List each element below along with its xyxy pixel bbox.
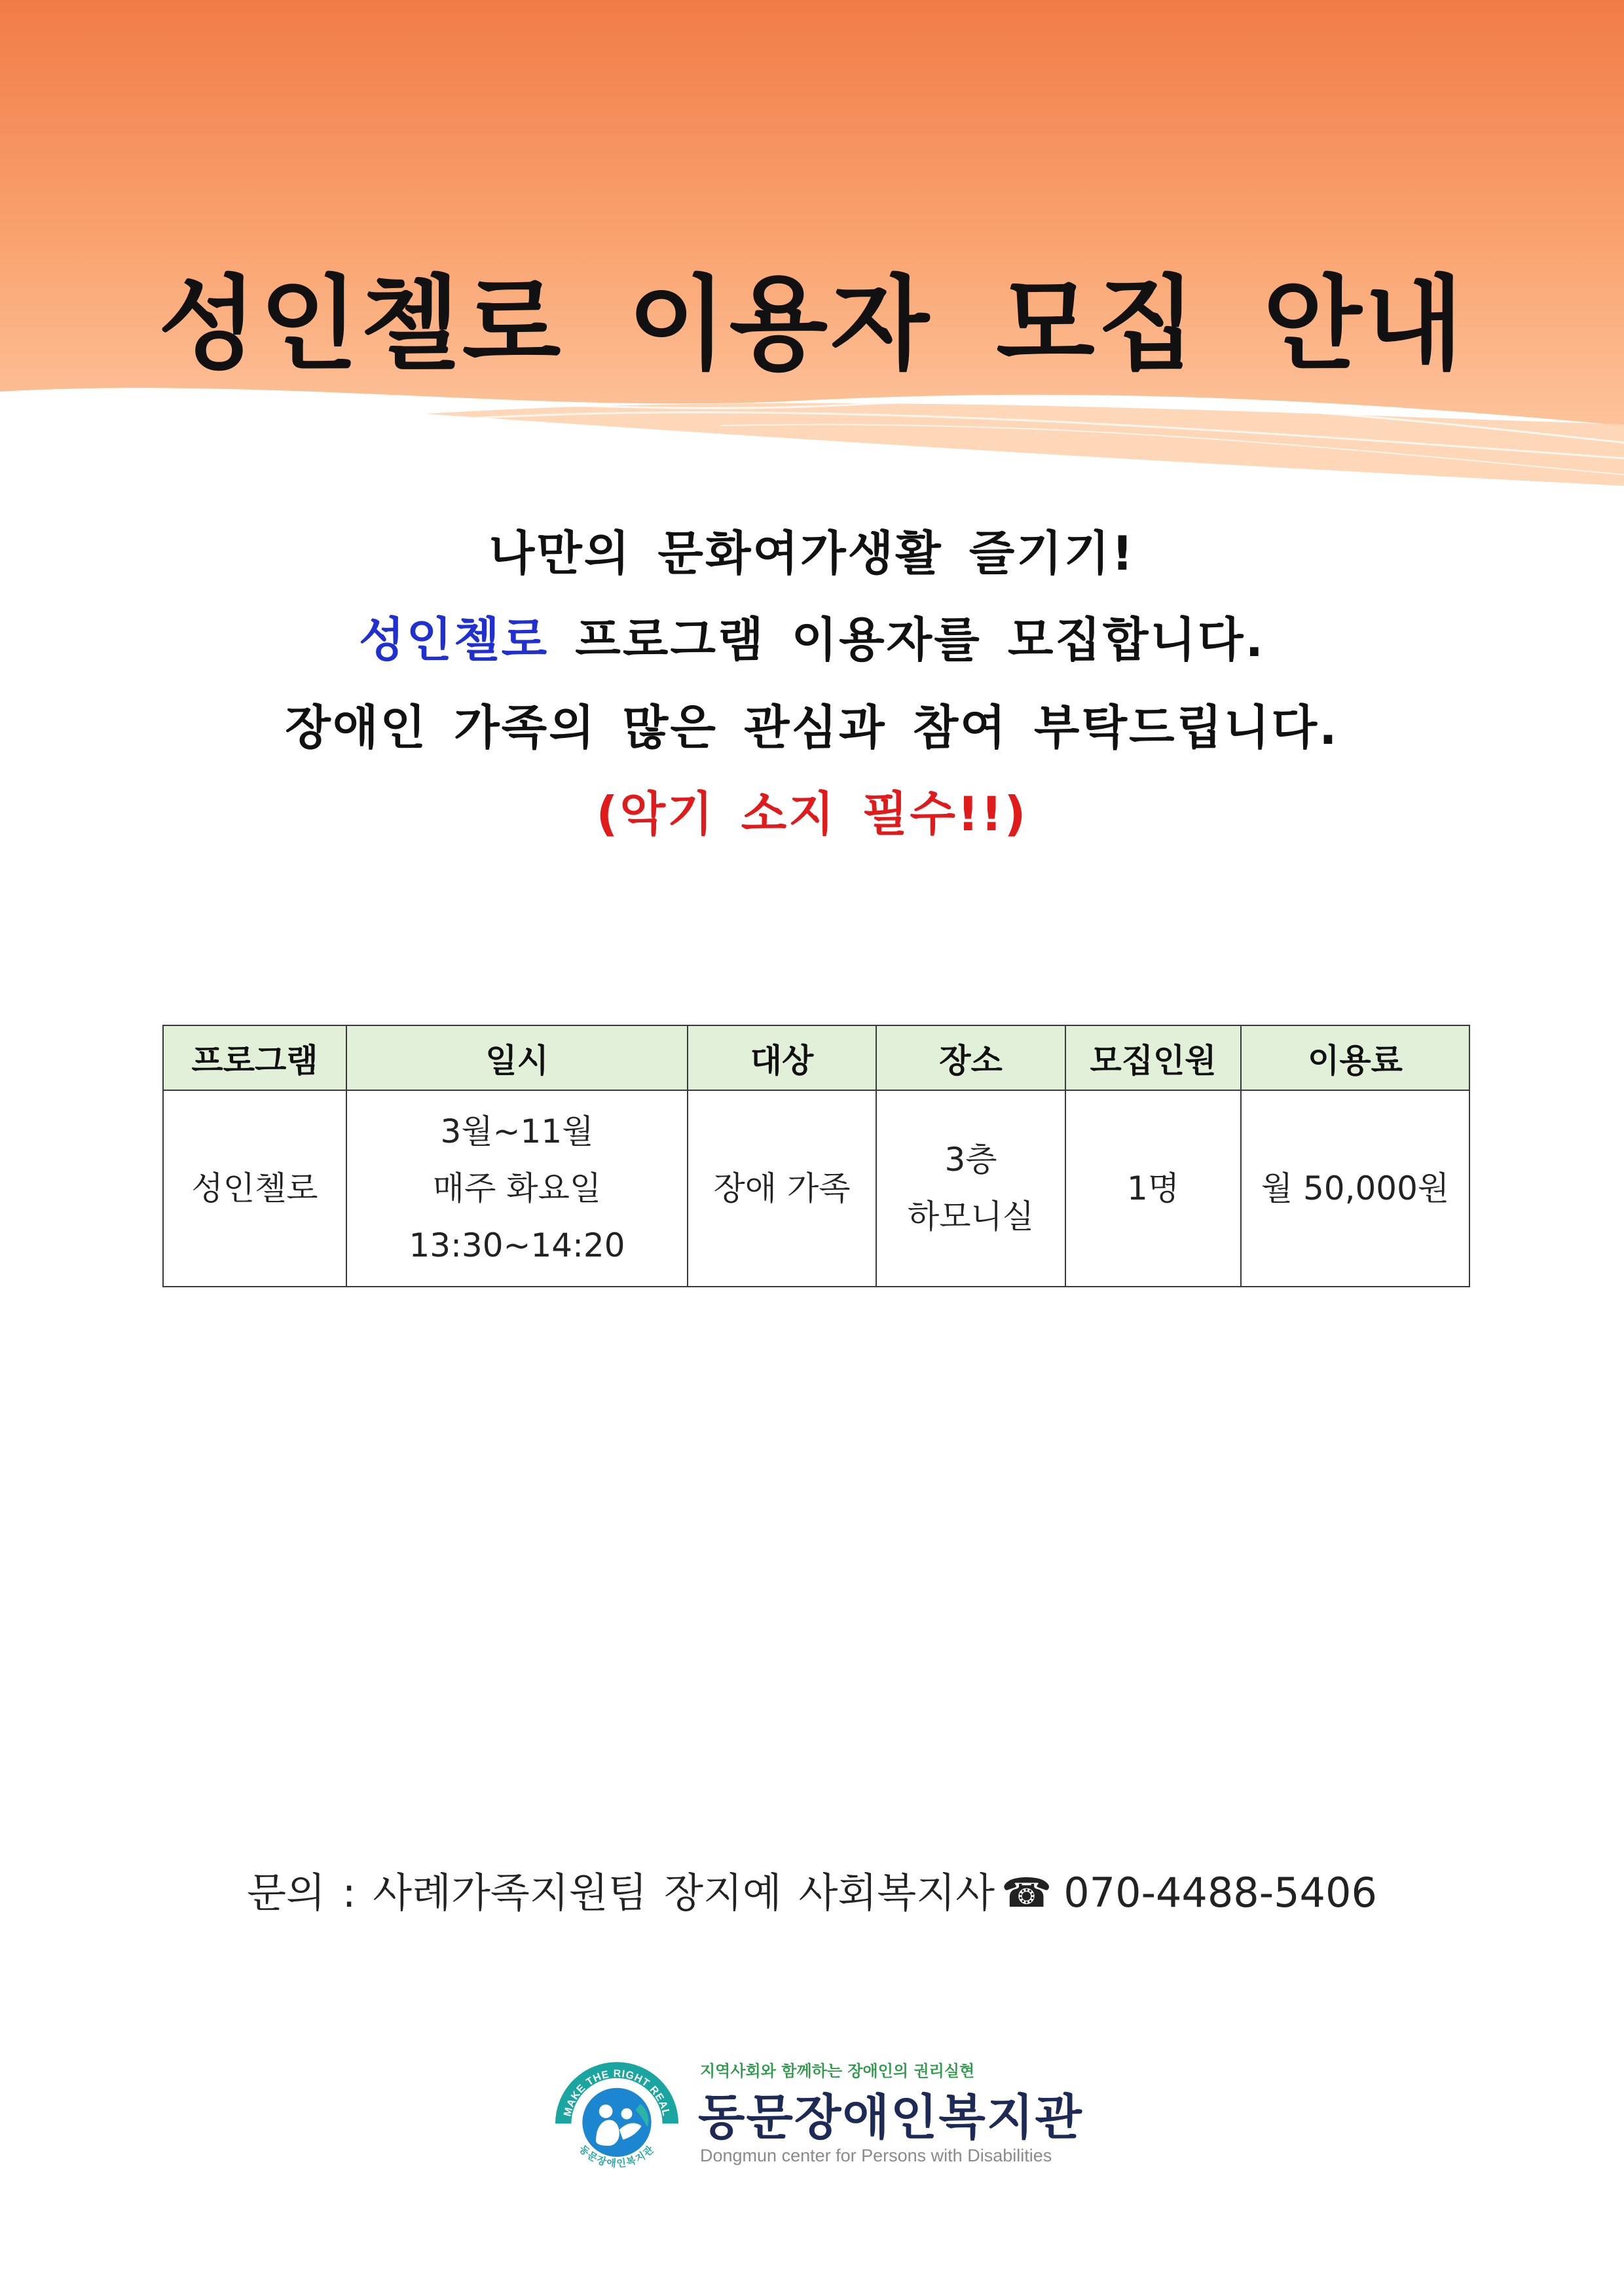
cell-schedule xyxy=(346,1090,688,1287)
intro-line-2 xyxy=(0,597,1624,683)
column-header-fee: 이용료 xyxy=(1241,1025,1469,1090)
intro-line-1: 나만의 문화여가생활 즐기기! xyxy=(489,526,1135,581)
header-background xyxy=(0,0,1624,498)
cell-target: 장애 가족 xyxy=(688,1090,876,1287)
cell-capacity: 1명 xyxy=(1065,1090,1241,1287)
column-header-program: 프로그램 xyxy=(163,1025,346,1090)
place-room: 하모니실 xyxy=(907,1198,1035,1236)
column-header-capacity: 모집인원 xyxy=(1065,1025,1241,1090)
organization-name: 동문장애인복지관 xyxy=(698,2089,1083,2146)
column-header-place: 장소 xyxy=(876,1025,1065,1090)
intro-line-2-text: 프로그램 이용자를 모집합니다. xyxy=(549,612,1265,667)
cell-place xyxy=(876,1090,1065,1287)
page-title: 성인첼로 이용자 모집 안내 xyxy=(158,265,1466,384)
logo-figure-head xyxy=(599,2104,613,2118)
schedule-day: 매주 화요일 xyxy=(432,1169,602,1207)
column-header-target: 대상 xyxy=(688,1025,876,1090)
logo-ring-bottom-text: 동문장애인복지관 xyxy=(576,2142,657,2170)
contact-phone: 070-4488-5406 xyxy=(1063,1869,1377,1917)
instrument-required-notice: (악기 소지 필수!!) xyxy=(596,786,1028,841)
logo-emblem xyxy=(555,2055,678,2178)
column-header-schedule: 일시 xyxy=(346,1025,688,1090)
cell-fee: 월 50,000원 xyxy=(1241,1090,1469,1287)
intro-line-3: 장애인 가족의 많은 관심과 참여 부탁드립니다. xyxy=(285,700,1339,755)
table-row xyxy=(163,1090,1469,1287)
contact-line xyxy=(0,1865,1624,1921)
organization-name-english: Dongmun center for Persons with Disabilities xyxy=(700,2146,1052,2165)
logo-inner-circle xyxy=(582,2088,651,2157)
cell-program: 성인첼로 xyxy=(163,1090,346,1287)
logo-ring-top-text: MAKE THE RIGHT REAL xyxy=(562,2068,672,2118)
schedule-time: 13:30~14:20 xyxy=(409,1226,625,1264)
place-floor: 3층 xyxy=(944,1141,997,1179)
contact-text: 문의 : 사례가족지원팀 장지예 사회복지사 xyxy=(247,1869,995,1917)
logo-figure-head xyxy=(621,2108,633,2120)
schedule-period: 3월~11월 xyxy=(440,1112,594,1150)
program-info-table xyxy=(162,1025,1470,1287)
logo-slogan: 지역사회와 함께하는 장애인의 권리실현 xyxy=(700,2062,975,2080)
table-header-row xyxy=(163,1025,1469,1090)
telephone-icon xyxy=(1001,1869,1052,1917)
program-name-highlight: 성인첼로 xyxy=(359,612,549,667)
